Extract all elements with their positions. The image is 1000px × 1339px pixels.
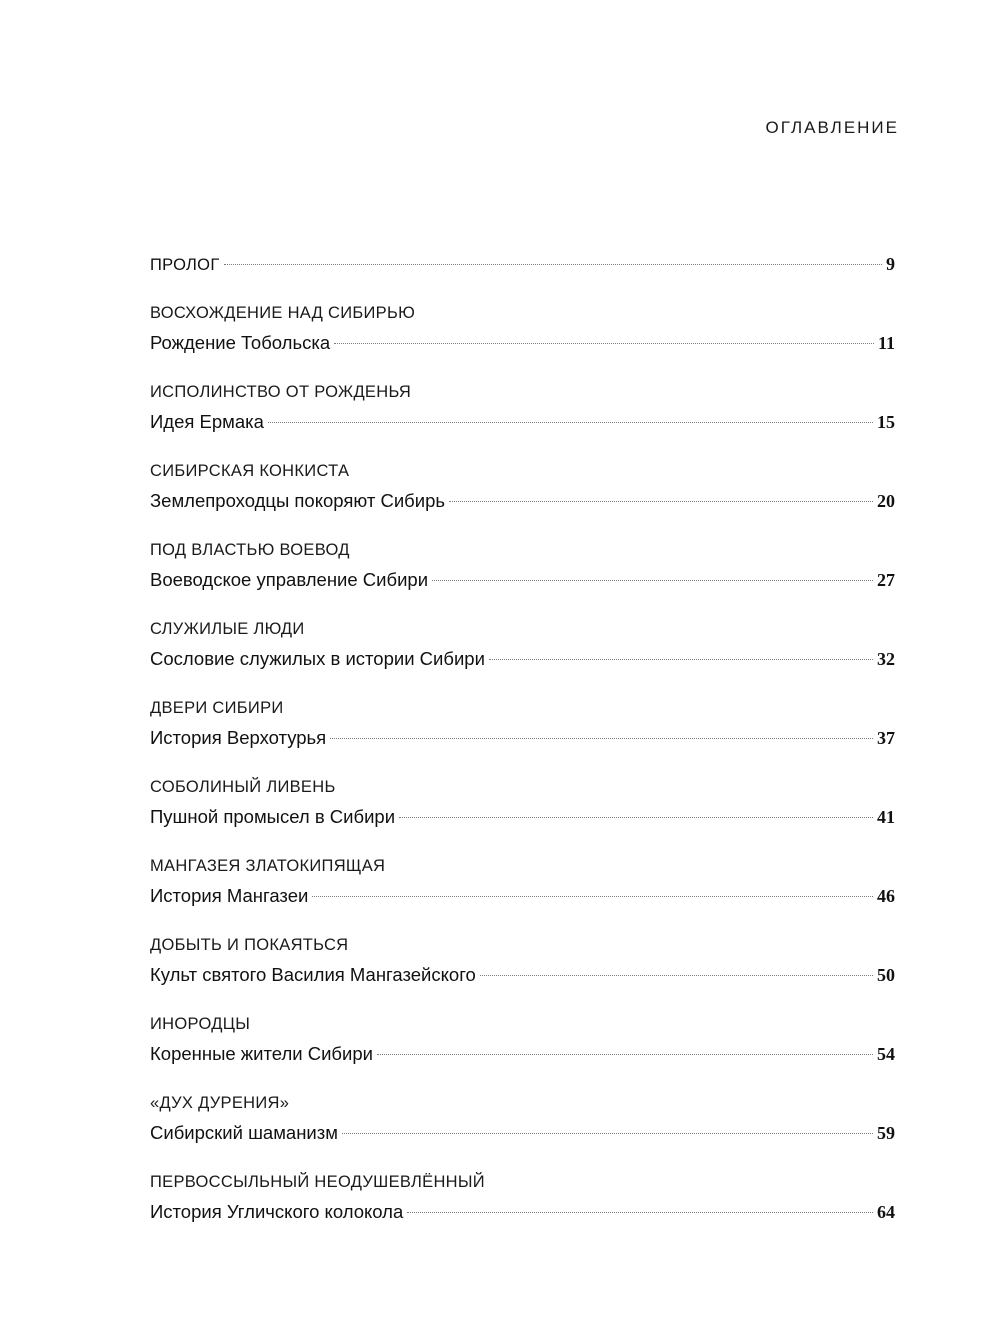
- toc-entry-title: Коренные жители Сибири: [150, 1043, 373, 1064]
- toc-entry[interactable]: [150, 535, 895, 595]
- toc-row: [150, 1118, 895, 1148]
- toc-row: [150, 407, 895, 437]
- dot-leader: [399, 817, 873, 818]
- toc-page-number: 15: [877, 412, 895, 432]
- toc-row: [150, 565, 895, 595]
- toc-section-heading: ДВЕРИ СИБИРИ: [150, 699, 284, 717]
- toc-entry-title: Идея Ермака: [150, 411, 264, 432]
- toc-section-heading: ПОД ВЛАСТЬЮ ВОЕВОД: [150, 541, 350, 559]
- toc-entry-title: Культ святого Василия Мангазейского: [150, 964, 476, 985]
- toc-page-number: 64: [877, 1202, 895, 1222]
- toc-entry-title: История Верхотурья: [150, 727, 327, 748]
- toc-row: [150, 1039, 895, 1069]
- toc-page-number: 59: [877, 1123, 895, 1143]
- toc-entry-title: История Угличского колокола: [150, 1201, 404, 1222]
- toc-page-number: 11: [877, 333, 895, 353]
- dot-leader: [334, 343, 874, 344]
- toc-section-heading: ПЕРВОССЫЛЬНЫЙ НЕОДУШЕВЛЁННЫЙ: [150, 1173, 485, 1191]
- toc-row: [150, 486, 895, 516]
- toc-row: [150, 723, 895, 753]
- dot-leader: [480, 975, 873, 976]
- dot-leader: [432, 580, 873, 581]
- toc-entry[interactable]: [150, 377, 895, 437]
- toc-entry[interactable]: [150, 851, 895, 911]
- toc-row: [150, 960, 895, 990]
- toc-row: [150, 249, 895, 279]
- toc-entry[interactable]: [150, 614, 895, 674]
- toc-entry[interactable]: [150, 1167, 895, 1227]
- toc-section-heading: СИБИРСКАЯ КОНКИСТА: [150, 462, 350, 480]
- dot-leader: [377, 1054, 873, 1055]
- toc-entry-title: Сословие служилых в истории Сибири: [150, 648, 485, 669]
- toc-section-heading: ДОБЫТЬ И ПОКАЯТЬСЯ: [150, 936, 349, 954]
- toc-entry[interactable]: [150, 456, 895, 516]
- dot-leader: [489, 659, 873, 660]
- toc-page-number: 54: [877, 1044, 895, 1064]
- toc-entry-title: ПРОЛОГ: [150, 256, 220, 274]
- toc-section-heading: «ДУХ ДУРЕНИЯ»: [150, 1094, 290, 1112]
- toc-entry[interactable]: [150, 1088, 895, 1148]
- toc-page-number: 27: [877, 570, 895, 590]
- dot-leader: [312, 896, 873, 897]
- table-of-contents: [150, 249, 895, 1227]
- dot-leader: [330, 738, 873, 739]
- toc-section-heading: ВОСХОЖДЕНИЕ НАД СИБИРЬЮ: [150, 304, 416, 322]
- toc-row: [150, 328, 895, 358]
- dot-leader: [268, 422, 873, 423]
- toc-section-heading: МАНГАЗЕЯ ЗЛАТОКИПЯЩАЯ: [150, 857, 386, 875]
- toc-page-number: 50: [877, 965, 895, 985]
- toc-row: [150, 1197, 895, 1227]
- toc-page-number: 32: [877, 649, 895, 669]
- toc-entry-prologue[interactable]: [150, 249, 895, 279]
- toc-section-heading: ИНОРОДЦЫ: [150, 1015, 251, 1033]
- toc-page-number: 20: [877, 491, 895, 511]
- dot-leader: [224, 264, 882, 265]
- toc-row: [150, 802, 895, 832]
- toc-page-number: 46: [877, 886, 895, 906]
- toc-section-heading: СОБОЛИНЫЙ ЛИВЕНЬ: [150, 778, 336, 796]
- toc-entry[interactable]: [150, 298, 895, 358]
- toc-entry-title: Пушной промысел в Сибири: [150, 806, 396, 827]
- toc-section-heading: ИСПОЛИНСТВО ОТ РОЖДЕНЬЯ: [150, 383, 412, 401]
- toc-entry-title: История Мангазеи: [150, 885, 309, 906]
- dot-leader: [449, 501, 873, 502]
- toc-entry-title: Воеводское управление Сибири: [150, 569, 429, 590]
- toc-entry-title: Сибирский шаманизм: [150, 1122, 338, 1143]
- toc-page-number: 37: [877, 728, 895, 748]
- toc-entry-title: Рождение Тобольска: [150, 332, 331, 353]
- dot-leader: [342, 1133, 873, 1134]
- toc-entry[interactable]: [150, 772, 895, 832]
- toc-entry-title: Землепроходцы покоряют Сибирь: [150, 490, 446, 511]
- toc-page-number: 9: [886, 254, 895, 274]
- toc-entry[interactable]: [150, 1009, 895, 1069]
- toc-entry[interactable]: [150, 930, 895, 990]
- toc-page-number: 41: [877, 807, 895, 827]
- page-title: ОГЛАВЛЕНИЕ: [765, 118, 899, 137]
- dot-leader: [407, 1212, 873, 1213]
- toc-row: [150, 881, 895, 911]
- toc-section-heading: СЛУЖИЛЫЕ ЛЮДИ: [150, 620, 305, 638]
- toc-entry[interactable]: [150, 693, 895, 753]
- toc-row: [150, 644, 895, 674]
